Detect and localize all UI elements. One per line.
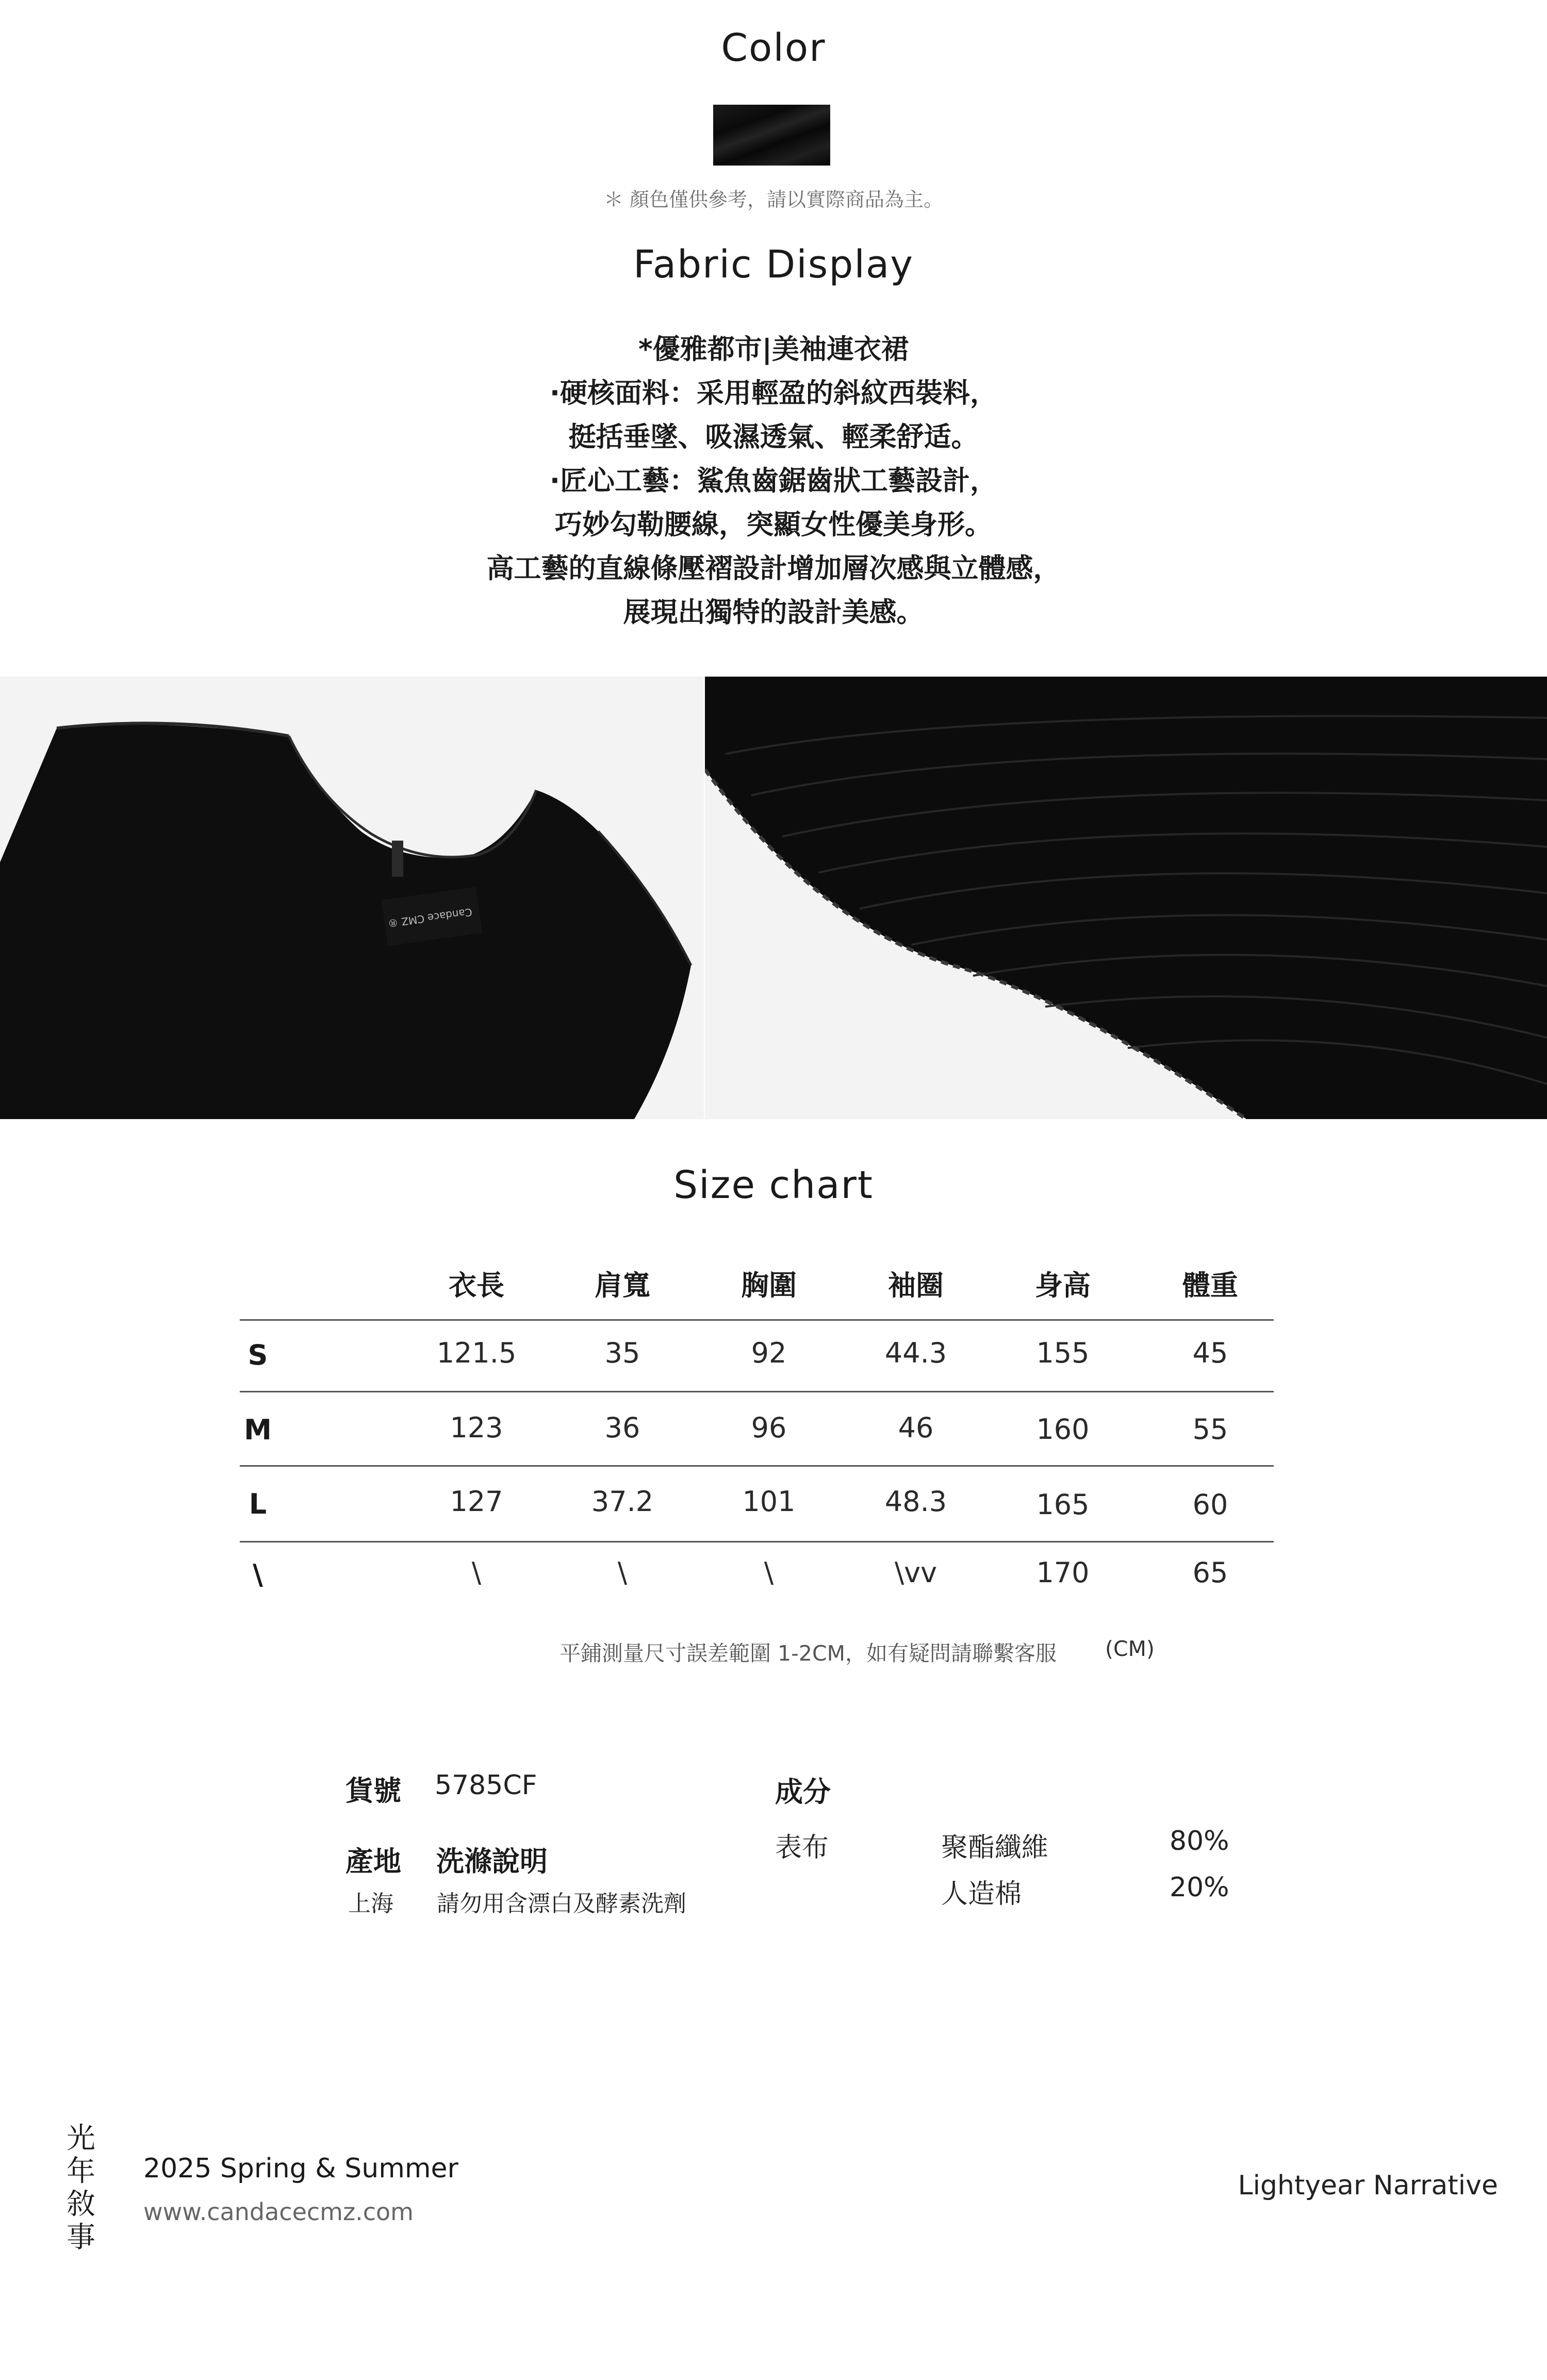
fabric-desc-line: 展現出獨特的設計美感。 — [623, 597, 924, 628]
brand-char: 敘 — [67, 2188, 95, 2221]
size-cell: \ — [471, 1556, 482, 1589]
fabric-section-title: Fabric Display — [633, 242, 914, 287]
size-col-header: 胸圍 — [741, 1269, 797, 1302]
origin-label: 產地 — [345, 1845, 401, 1878]
care-label: 洗滌說明 — [436, 1845, 548, 1878]
color-swatch-black — [713, 105, 830, 166]
pleated-fabric-photo — [705, 677, 1547, 1119]
size-cell: 60 — [1192, 1488, 1228, 1521]
size-chart-title: Size chart — [673, 1163, 874, 1207]
size-cell: \ — [617, 1556, 628, 1589]
fabric-desc-line: 挺括垂墜、吸濕透氣、輕柔舒适。 — [568, 421, 979, 453]
size-col-header: 身高 — [1035, 1269, 1091, 1302]
table-divider — [240, 1319, 1274, 1321]
material-percent: 20% — [1170, 1872, 1229, 1903]
brand-tagline: Lightyear Narrative — [1238, 2170, 1498, 2201]
size-cell: 155 — [1036, 1337, 1090, 1369]
size-cell: 165 — [1036, 1488, 1090, 1521]
size-row-label: S — [248, 1339, 268, 1371]
size-cell: 55 — [1192, 1413, 1228, 1446]
size-cell: 96 — [751, 1411, 787, 1444]
fabric-desc-line: 巧妙勾勒腰線，突顯女性優美身形。 — [555, 509, 992, 540]
brand-char: 年 — [67, 2155, 95, 2188]
size-cell: 35 — [604, 1337, 640, 1369]
size-cell: 121.5 — [436, 1337, 517, 1369]
size-cell: 101 — [742, 1485, 796, 1518]
size-cell: 123 — [450, 1411, 503, 1444]
fabric-desc-line: ·硬核面料：采用輕盈的斜紋西裝料， — [549, 377, 998, 409]
size-col-header: 肩寬 — [595, 1269, 650, 1302]
item-number: 5785CF — [435, 1770, 537, 1801]
size-cell: 65 — [1192, 1556, 1228, 1589]
dress-neckline-photo — [0, 677, 704, 1119]
size-cell: 127 — [450, 1485, 503, 1518]
item-number-label: 貨號 — [345, 1775, 401, 1807]
size-row-label: L — [249, 1488, 267, 1520]
brand-char: 事 — [67, 2221, 95, 2254]
garment-label-text: Candace CMZ ® — [387, 906, 473, 930]
size-col-header: 體重 — [1182, 1269, 1238, 1302]
size-cell: 160 — [1036, 1413, 1090, 1446]
brand-vertical-logo — [63, 2122, 99, 2254]
fabric-desc-line: ·匠心工藝：鯊魚齒鋸齒狀工藝設計， — [549, 465, 998, 497]
fabric-description — [0, 327, 1547, 634]
size-cell: 92 — [751, 1337, 787, 1369]
size-cell: 37.2 — [591, 1485, 654, 1518]
dress-neckline-illustration — [0, 677, 704, 1119]
color-disclaimer: ＊ 顏色僅供參考，請以實際商品為主。 — [603, 188, 944, 211]
table-divider — [240, 1541, 1274, 1542]
care-instructions: 請勿用含漂白及酵素洗劑 — [437, 1891, 686, 1917]
size-cell: 44.3 — [884, 1337, 947, 1369]
size-cell: 170 — [1036, 1556, 1090, 1589]
material-name: 聚酯纖維 — [941, 1832, 1049, 1863]
size-col-header: 衣長 — [449, 1269, 504, 1302]
size-cell: \ — [764, 1556, 774, 1589]
origin-value: 上海 — [348, 1891, 393, 1917]
size-cell: \vv — [894, 1556, 937, 1589]
material-name: 人造棉 — [941, 1879, 1022, 1910]
size-chart-unit: (CM) — [1105, 1636, 1155, 1661]
table-divider — [240, 1391, 1274, 1392]
season-label: 2025 Spring & Summer — [143, 2153, 458, 2184]
fabric-desc-line: *優雅都市|美袖連衣裙 — [638, 334, 909, 365]
pleated-fabric-illustration — [705, 677, 1547, 1119]
size-chart-note: 平鋪測量尺寸誤差範圍 1-2CM，如有疑問請聯繫客服 — [559, 1641, 1057, 1666]
fabric-part-label: 表布 — [775, 1832, 829, 1863]
table-divider — [240, 1465, 1274, 1467]
composition-label: 成分 — [775, 1776, 831, 1808]
size-cell: 45 — [1192, 1337, 1228, 1369]
fabric-desc-line: 高工藝的直線條壓褶設計增加層次感與立體感， — [486, 553, 1061, 584]
size-cell: 46 — [898, 1411, 934, 1444]
size-row-label: \ — [253, 1558, 263, 1591]
material-percent: 80% — [1170, 1826, 1229, 1857]
size-cell: 48.3 — [884, 1485, 947, 1518]
color-section-title: Color — [721, 26, 826, 70]
brand-char: 光 — [67, 2122, 95, 2155]
size-col-header: 袖圈 — [888, 1269, 944, 1302]
size-row-label: M — [244, 1414, 272, 1446]
size-cell: 36 — [604, 1411, 640, 1444]
website-link[interactable]: www.candacecmz.com — [143, 2198, 414, 2226]
